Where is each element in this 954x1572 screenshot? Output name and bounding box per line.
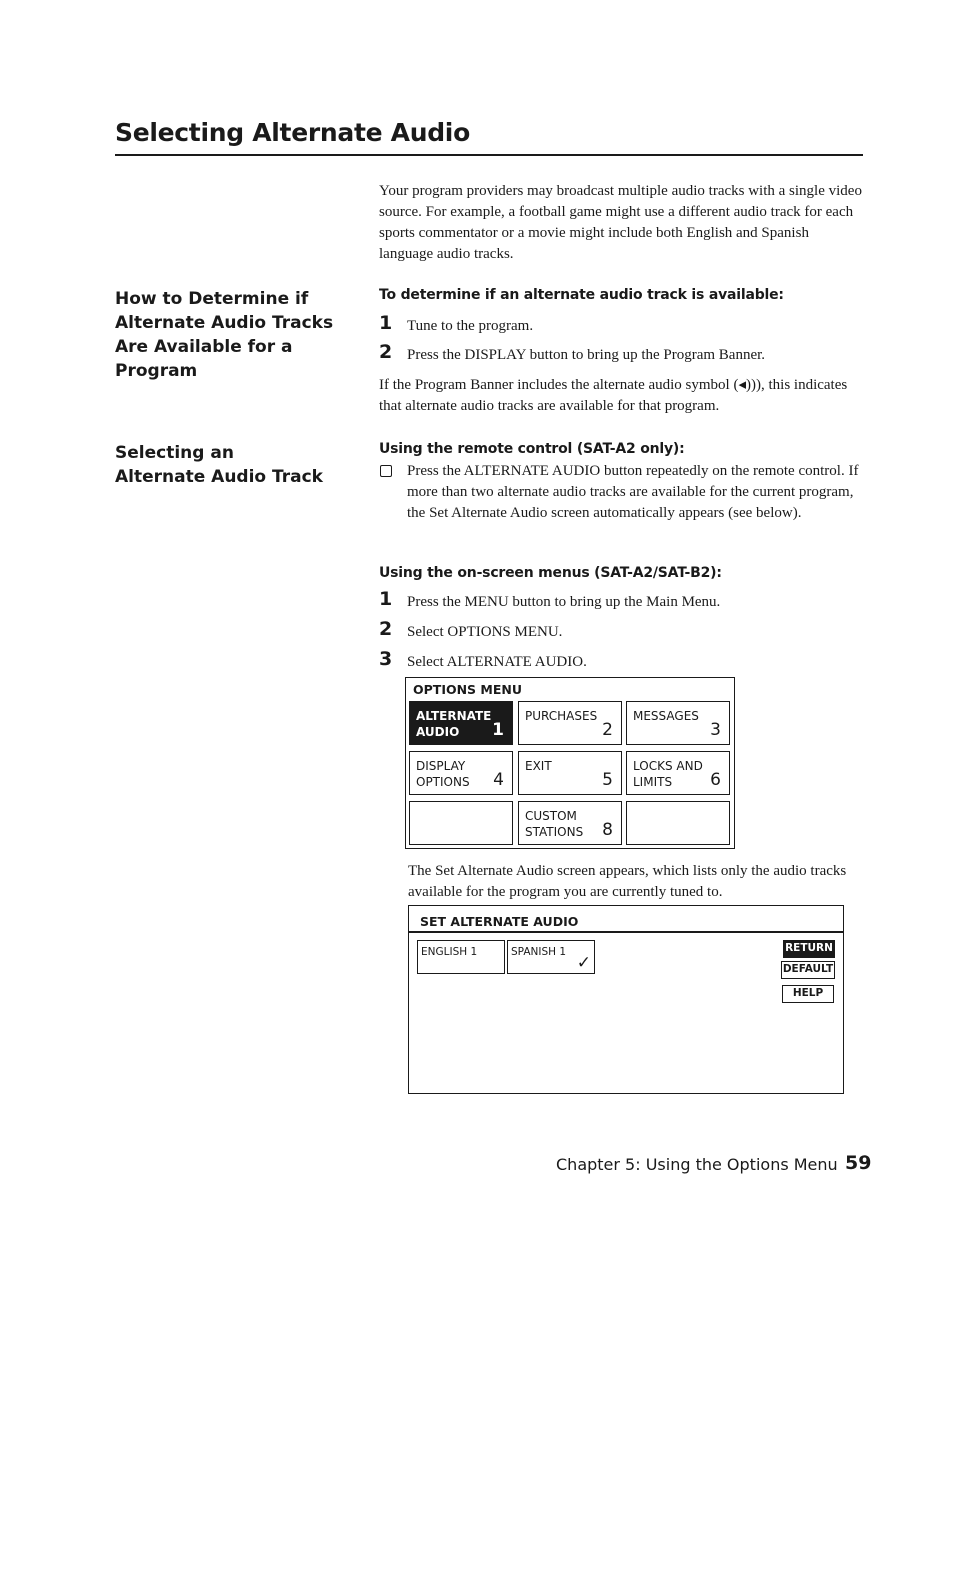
return-button[interactable]: RETURN — [783, 940, 835, 958]
tile-label-line2: STATIONS — [525, 825, 584, 839]
title-divider — [115, 154, 863, 156]
tile-label-line1: LOCKS AND — [633, 759, 703, 773]
remote-subheading: Using the remote control (SAT-A2 only): — [379, 441, 685, 457]
tile-alternate-audio[interactable] — [409, 701, 513, 745]
checkbox-bullet-icon — [380, 465, 392, 477]
options-menu-title: OPTIONS MENU — [413, 682, 522, 697]
step-text: Press the MENU button to bring up the Main Menu. — [407, 594, 721, 610]
track-label: SPANISH 1 — [511, 946, 567, 958]
step-number: 2 — [379, 341, 393, 363]
tile-number: 5 — [602, 770, 613, 790]
section-heading-determine: How to Determine if Alternate Audio Tracks Are Available for a Program — [115, 289, 334, 381]
tile-number: 2 — [602, 720, 613, 740]
step-number: 1 — [379, 312, 393, 334]
tile-locks-and-limits[interactable] — [626, 751, 730, 795]
section-heading-select: Selecting an Alternate Audio Track — [115, 443, 323, 487]
help-button[interactable]: HELP — [782, 985, 834, 1003]
tile-label-line1: ALTERNATE — [416, 709, 492, 723]
tile-label-line1: CUSTOM — [525, 809, 577, 823]
tile-label-line1: MESSAGES — [633, 709, 699, 723]
page-title: Selecting Alternate Audio — [115, 118, 470, 147]
remote-bullet-text: Press the ALTERNATE AUDIO button repeatedly on the remote control. If more than two alternate audio tracks are available for the current program, the Set Alternate Audio screen automatically appears (see below). — [407, 463, 859, 521]
track-option-english[interactable] — [417, 940, 505, 974]
step-number: 1 — [379, 588, 393, 610]
intro-paragraph: Your program providers may broadcast multiple audio tracks with a single video source. For example, a football game might use a different audio track for each sports commentator or a movie might include both English and Spanish language audio tracks. — [379, 183, 862, 262]
step-number: 2 — [379, 618, 393, 640]
set-alternate-audio-figure — [408, 905, 844, 1094]
after-menu-paragraph: The Set Alternate Audio screen appears, which lists only the audio tracks available for the program you are currently tuned to. — [408, 863, 847, 900]
tile-label-line1: DISPLAY — [416, 759, 466, 773]
tile-number: 4 — [493, 770, 504, 790]
tile-label-line1: EXIT — [525, 759, 552, 773]
determine-note: If the Program Banner includes the alternate audio symbol (◂))), this indicates that alternate audio tracks are available for that program. — [379, 377, 848, 414]
tile-exit[interactable] — [518, 751, 622, 795]
options-menu-figure — [405, 677, 735, 849]
tile-messages[interactable] — [626, 701, 730, 745]
step-number: 3 — [379, 648, 393, 670]
determine-subheading: To determine if an alternate audio track is available: — [379, 287, 784, 303]
menus-subheading: Using the on-screen menus (SAT-A2/SAT-B2): — [379, 565, 722, 581]
tile-number: 6 — [710, 770, 721, 790]
tile-label-line2: AUDIO — [416, 725, 460, 739]
checkmark-icon: ✓ — [576, 953, 591, 973]
step-text: Press the DISPLAY button to bring up the Program Banner. — [407, 347, 766, 363]
tile-number: 8 — [602, 820, 613, 840]
tile-number: 3 — [710, 720, 721, 740]
page-number: 59 — [845, 1152, 872, 1174]
tile-number: 1 — [492, 720, 504, 740]
tile-purchases[interactable] — [518, 701, 622, 745]
tile-label-line1: PURCHASES — [525, 709, 598, 723]
track-option-spanish[interactable] — [507, 940, 595, 974]
tile-empty-left — [409, 801, 513, 845]
step-text: Select OPTIONS MENU. — [407, 624, 563, 640]
tile-label-line2: LIMITS — [633, 775, 673, 789]
set-alternate-audio-title: SET ALTERNATE AUDIO — [420, 914, 579, 929]
tile-label-line2: OPTIONS — [416, 775, 470, 789]
track-label: ENGLISH 1 — [421, 946, 478, 958]
title-divider — [409, 931, 843, 933]
remote-bullet-item — [379, 461, 863, 524]
tile-display-options[interactable] — [409, 751, 513, 795]
step-text: Tune to the program. — [407, 318, 534, 334]
tile-empty-right — [626, 801, 730, 845]
default-button[interactable]: DEFAULT — [781, 961, 835, 979]
step-text: Select ALTERNATE AUDIO. — [407, 654, 587, 670]
footer-chapter: Chapter 5: Using the Options Menu — [556, 1155, 838, 1174]
tile-custom-stations[interactable] — [518, 801, 622, 845]
